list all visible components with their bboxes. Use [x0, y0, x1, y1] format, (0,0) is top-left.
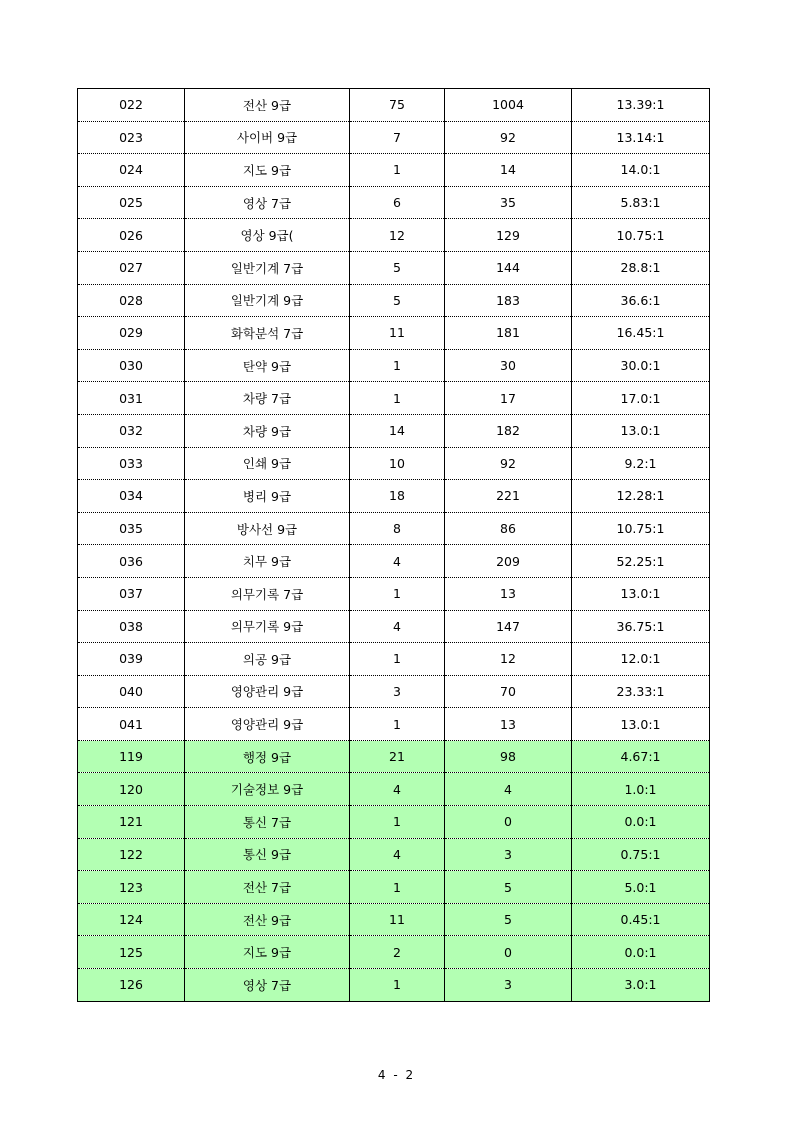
table-row	[78, 154, 710, 187]
code-cell: 123	[78, 871, 185, 904]
applicants-cell: 5	[445, 871, 572, 904]
applicants-cell: 17	[445, 382, 572, 415]
name-cell: 화학분석 7급	[185, 317, 350, 350]
competition-ratio-table	[77, 88, 710, 1002]
quota-cell: 4	[350, 838, 445, 871]
quota-cell: 1	[350, 154, 445, 187]
table-row	[78, 317, 710, 350]
applicants-cell: 147	[445, 610, 572, 643]
applicants-cell: 0	[445, 806, 572, 839]
applicants-cell: 183	[445, 284, 572, 317]
table-row	[78, 414, 710, 447]
code-cell: 126	[78, 969, 185, 1002]
name-cell: 의무기록 7급	[185, 577, 350, 610]
quota-cell: 21	[350, 740, 445, 773]
code-cell: 023	[78, 121, 185, 154]
table-row	[78, 89, 710, 122]
name-cell: 영상 9급(	[185, 219, 350, 252]
name-cell: 일반기계 9급	[185, 284, 350, 317]
quota-cell: 1	[350, 871, 445, 904]
ratio-cell: 17.0:1	[572, 382, 710, 415]
code-cell: 028	[78, 284, 185, 317]
ratio-cell: 13.0:1	[572, 414, 710, 447]
name-cell: 행정 9급	[185, 740, 350, 773]
ratio-cell: 23.33:1	[572, 675, 710, 708]
code-cell: 121	[78, 806, 185, 839]
quota-cell: 7	[350, 121, 445, 154]
quota-cell: 1	[350, 382, 445, 415]
table-row	[78, 577, 710, 610]
name-cell: 전산 9급	[185, 89, 350, 122]
code-cell: 036	[78, 545, 185, 578]
name-cell: 전산 9급	[185, 903, 350, 936]
quota-cell: 5	[350, 251, 445, 284]
table-body	[78, 89, 710, 1002]
name-cell: 치무 9급	[185, 545, 350, 578]
table-row	[78, 643, 710, 676]
name-cell: 영양관리 9급	[185, 708, 350, 741]
code-cell: 029	[78, 317, 185, 350]
ratio-cell: 12.28:1	[572, 480, 710, 513]
applicants-cell: 144	[445, 251, 572, 284]
code-cell: 038	[78, 610, 185, 643]
quota-cell: 3	[350, 675, 445, 708]
ratio-cell: 1.0:1	[572, 773, 710, 806]
ratio-cell: 0.0:1	[572, 936, 710, 969]
code-cell: 040	[78, 675, 185, 708]
name-cell: 영상 7급	[185, 186, 350, 219]
ratio-cell: 13.14:1	[572, 121, 710, 154]
table-row	[78, 969, 710, 1002]
ratio-cell: 13.0:1	[572, 577, 710, 610]
ratio-cell: 0.75:1	[572, 838, 710, 871]
applicants-cell: 1004	[445, 89, 572, 122]
quota-cell: 1	[350, 806, 445, 839]
name-cell: 영양관리 9급	[185, 675, 350, 708]
ratio-cell: 0.0:1	[572, 806, 710, 839]
quota-cell: 18	[350, 480, 445, 513]
quota-cell: 12	[350, 219, 445, 252]
name-cell: 의공 9급	[185, 643, 350, 676]
table-row	[78, 838, 710, 871]
code-cell: 034	[78, 480, 185, 513]
applicants-cell: 181	[445, 317, 572, 350]
applicants-cell: 3	[445, 838, 572, 871]
table-row	[78, 545, 710, 578]
quota-cell: 4	[350, 773, 445, 806]
applicants-cell: 129	[445, 219, 572, 252]
ratio-cell: 10.75:1	[572, 219, 710, 252]
ratio-cell: 13.39:1	[572, 89, 710, 122]
applicants-cell: 209	[445, 545, 572, 578]
table-row	[78, 251, 710, 284]
ratio-cell: 5.0:1	[572, 871, 710, 904]
applicants-cell: 5	[445, 903, 572, 936]
table-row	[78, 186, 710, 219]
quota-cell: 10	[350, 447, 445, 480]
code-cell: 026	[78, 219, 185, 252]
quota-cell: 4	[350, 545, 445, 578]
name-cell: 사이버 9급	[185, 121, 350, 154]
ratio-cell: 12.0:1	[572, 643, 710, 676]
ratio-cell: 30.0:1	[572, 349, 710, 382]
ratio-cell: 4.67:1	[572, 740, 710, 773]
ratio-cell: 5.83:1	[572, 186, 710, 219]
applicants-cell: 4	[445, 773, 572, 806]
name-cell: 영상 7급	[185, 969, 350, 1002]
applicants-cell: 92	[445, 447, 572, 480]
ratio-cell: 28.8:1	[572, 251, 710, 284]
applicants-cell: 182	[445, 414, 572, 447]
name-cell: 기술정보 9급	[185, 773, 350, 806]
quota-cell: 1	[350, 349, 445, 382]
ratio-cell: 14.0:1	[572, 154, 710, 187]
table-row	[78, 708, 710, 741]
applicants-cell: 0	[445, 936, 572, 969]
applicants-cell: 221	[445, 480, 572, 513]
applicants-cell: 3	[445, 969, 572, 1002]
table-row	[78, 903, 710, 936]
name-cell: 탄약 9급	[185, 349, 350, 382]
table-row	[78, 936, 710, 969]
quota-cell: 4	[350, 610, 445, 643]
quota-cell: 1	[350, 643, 445, 676]
quota-cell: 6	[350, 186, 445, 219]
name-cell: 병리 9급	[185, 480, 350, 513]
table-row	[78, 610, 710, 643]
name-cell: 지도 9급	[185, 154, 350, 187]
table-row	[78, 675, 710, 708]
table-row	[78, 806, 710, 839]
quota-cell: 2	[350, 936, 445, 969]
ratio-cell: 16.45:1	[572, 317, 710, 350]
quota-cell: 1	[350, 708, 445, 741]
ratio-cell: 36.75:1	[572, 610, 710, 643]
table-row	[78, 219, 710, 252]
quota-cell: 14	[350, 414, 445, 447]
ratio-cell: 52.25:1	[572, 545, 710, 578]
ratio-cell: 13.0:1	[572, 708, 710, 741]
code-cell: 122	[78, 838, 185, 871]
applicants-cell: 13	[445, 708, 572, 741]
table-row	[78, 447, 710, 480]
code-cell: 032	[78, 414, 185, 447]
page-number: 4 - 2	[377, 1068, 416, 1082]
ratio-cell: 9.2:1	[572, 447, 710, 480]
name-cell: 지도 9급	[185, 936, 350, 969]
quota-cell: 75	[350, 89, 445, 122]
name-cell: 차량 9급	[185, 414, 350, 447]
code-cell: 119	[78, 740, 185, 773]
code-cell: 120	[78, 773, 185, 806]
code-cell: 024	[78, 154, 185, 187]
quota-cell: 8	[350, 512, 445, 545]
name-cell: 통신 7급	[185, 806, 350, 839]
name-cell: 인쇄 9급	[185, 447, 350, 480]
code-cell: 124	[78, 903, 185, 936]
applicants-cell: 86	[445, 512, 572, 545]
name-cell: 통신 9급	[185, 838, 350, 871]
code-cell: 022	[78, 89, 185, 122]
name-cell: 일반기계 7급	[185, 251, 350, 284]
name-cell: 의무기록 9급	[185, 610, 350, 643]
code-cell: 035	[78, 512, 185, 545]
code-cell: 037	[78, 577, 185, 610]
ratio-cell: 3.0:1	[572, 969, 710, 1002]
table-row	[78, 512, 710, 545]
code-cell: 039	[78, 643, 185, 676]
table-row	[78, 871, 710, 904]
applicants-cell: 14	[445, 154, 572, 187]
applicants-cell: 30	[445, 349, 572, 382]
applicants-cell: 12	[445, 643, 572, 676]
code-cell: 033	[78, 447, 185, 480]
name-cell: 차량 7급	[185, 382, 350, 415]
applicants-cell: 35	[445, 186, 572, 219]
quota-cell: 5	[350, 284, 445, 317]
code-cell: 027	[78, 251, 185, 284]
code-cell: 025	[78, 186, 185, 219]
applicants-cell: 70	[445, 675, 572, 708]
applicants-cell: 98	[445, 740, 572, 773]
table-row	[78, 773, 710, 806]
ratio-cell: 10.75:1	[572, 512, 710, 545]
code-cell: 125	[78, 936, 185, 969]
code-cell: 041	[78, 708, 185, 741]
table-row	[78, 480, 710, 513]
table-row	[78, 382, 710, 415]
ratio-cell: 0.45:1	[572, 903, 710, 936]
applicants-cell: 13	[445, 577, 572, 610]
table-row	[78, 740, 710, 773]
quota-cell: 11	[350, 903, 445, 936]
table-row	[78, 121, 710, 154]
table-row	[78, 284, 710, 317]
code-cell: 030	[78, 349, 185, 382]
quota-cell: 1	[350, 577, 445, 610]
quota-cell: 11	[350, 317, 445, 350]
ratio-cell: 36.6:1	[572, 284, 710, 317]
applicants-cell: 92	[445, 121, 572, 154]
table-row	[78, 349, 710, 382]
name-cell: 전산 7급	[185, 871, 350, 904]
code-cell: 031	[78, 382, 185, 415]
quota-cell: 1	[350, 969, 445, 1002]
name-cell: 방사선 9급	[185, 512, 350, 545]
